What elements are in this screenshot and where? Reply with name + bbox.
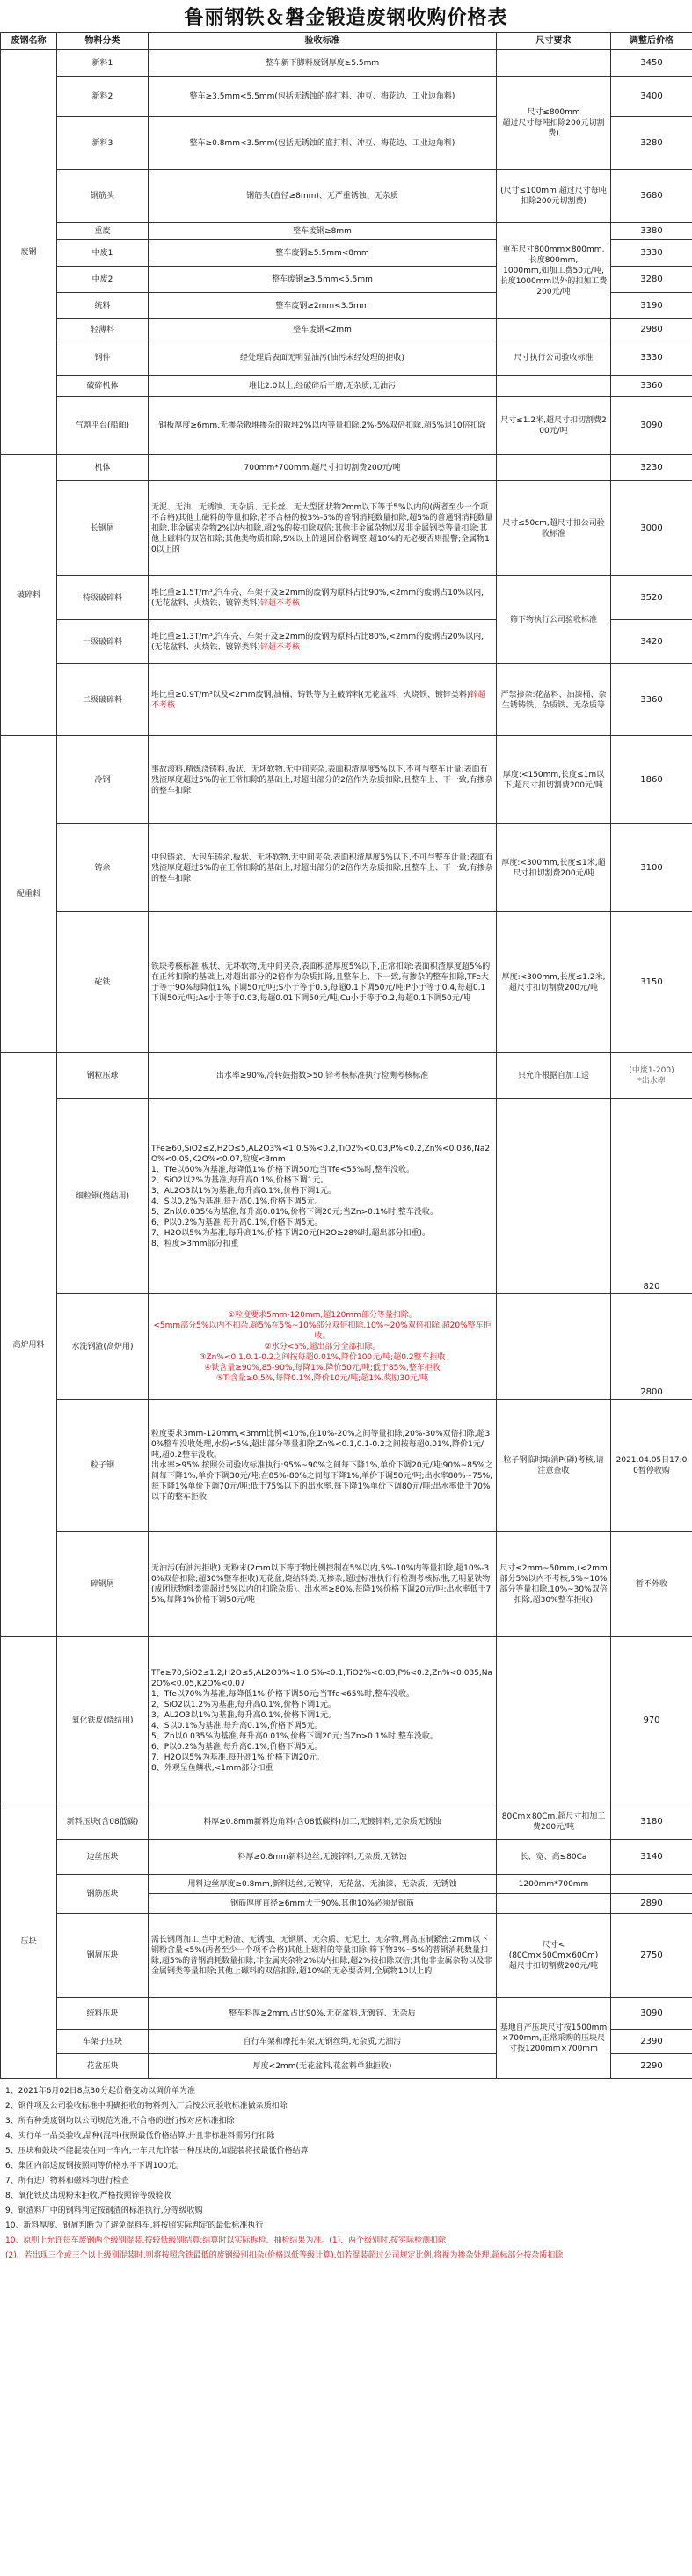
row-price: 3380 [611,223,692,240]
row-category: 重废 [57,223,149,240]
table-row [1,1637,692,1804]
row-category: 铸余 [57,824,149,912]
row-price: 3150 [611,912,692,1053]
row-price: 3330 [611,240,692,267]
row-size: 厚度:<150mm,长度≤1m以下,超尺寸扣切割费200元/吨 [497,736,611,824]
row-category: 统料压块 [57,1998,149,2030]
row-category: 新料压块(含08低碳) [57,1804,149,1840]
row-price: 3100 [611,824,692,912]
group-label-empty [1,1637,57,1804]
row-category: 新料1 [57,50,149,77]
row-size: 尺寸≤800mm 超过尺寸每吨扣除200元切割费) [497,77,611,170]
row-category: 一级破碎料 [57,620,149,664]
row-standard: 无泥、无油、无锈蚀、无杂质、无长丝、无大型团状物2mm以下等于5%以内的(两者至少一个项不合格)其他上磁料的等量扣除;若不合格的按3%-5%的普钢消耗数量扣除,超5%的普通钢消耗数量扣除,非金属夹杂物2%以内扣除,超2%的按扣除双倍;其他非金属杂物以及非金属钢类等量扣除;其他上磁料的双倍扣除;其他类物质扣除,5%以上的退回价格调整,超10%的无必要否则报警;全属物10以上的 [149,481,497,576]
row-price: 1860 [611,736,692,824]
standard-text: 堆比重≥1.5T/m³,汽车壳、车架子及≥2mm的废钢为原料占比90%,<2mm的废钢占10%以内,(无花盆料、火烧铁、镀锌类料) [151,588,484,608]
group-label: 配重料 [1,736,57,1053]
row-size: 尺寸执行公司验收标准 [497,340,611,376]
row-category: 新料3 [57,117,149,170]
note-line: 5、压块和鼓块不能混装在同一车内,一车只允许装一种压块的,如混装将按最低价格结算 [5,2147,309,2155]
table-row [1,1532,692,1637]
row-standard: 钢筋厚度直径≥6mm大于90%,其他10%必须是钢筋 [149,1894,497,1914]
row-standard: ①粒度要求5mm-120mm,超120mm部分等量扣除。 <5mm部分5%以内不扣杂,超5%在5%~10%部分双倍扣除,10%~20%双倍扣除,超20%整车拒收。 ②水分<5%,超出部分全部扣除。 ③Zn%<0.1,0.1-0.2之间按每超0.01%,降价100元/吨;超0.2整车拒收 ④铁含量≥90%,85-90%,每降1%,降价50元/吨;低于85%,整车拒收 ⑤Ti含量≥0.5%,每降0.1%,降价10元/吨;超1%,奖励30元/吨 [149,1294,497,1400]
header-price: 调整后价格 [611,33,692,50]
header-name: 废钢名称 [1,33,57,50]
row-standard: 整车料厚≥2mm,占比90%,无花盆料,无镀锌、无杂质 [149,1998,497,2030]
row-size: 重车尺寸800mm×800mm,长度800mm, 1000mm,如加工费50元/吨,长度1000mm以外的扣加工费200元/吨 [497,223,611,319]
red-note: 锌超不考核 [260,598,301,608]
row-category: 砣铁 [57,912,149,1053]
row-category: 钢筋头 [57,170,149,223]
header-category: 物料分类 [57,33,149,50]
row-category: 特级破碎料 [57,576,149,620]
row-price: 3450 [611,50,692,77]
row-size [497,376,611,397]
row-standard [149,664,497,736]
row-price: 3090 [611,1998,692,2030]
row-standard: 中包铸余、大包车铸余,板状、无坏软物,无中间夹杂,表面积渣厚度5%以下,不可与整车计量:表面有残渣厚度超过5%的在正常扣除的基础上,对超出部分的2倍作为杂质扣除,且整车上、下一致,有掺杂的整车扣除 [149,824,497,912]
note-line: 1、2021年6月02日8点30分起价格变动以调价单为准 [5,2087,195,2096]
group-label: 压块 [1,1804,57,2079]
row-note: 2021.04.05日17:00暂停收购 [611,1400,692,1532]
note-line: 10、新料厚度、钢屑判断为了避免混料车,将按照实际判定的最低标准执行 [5,2221,264,2230]
row-price: 3330 [611,340,692,376]
table-row [1,1804,692,1840]
row-size: 厚度:<300mm,长度≤1.2米,超尺寸扣切割费200元/吨 [497,912,611,1053]
note-line: 9、钢渣料厂中的钢料判定按钢渣的标准执行,分等级收购 [5,2206,203,2215]
note-line: 6、集团内部送废钢按照同等价格水平下调100元。 [5,2162,184,2170]
row-standard: 厚度<2mm(无花盆料,花盆料单独拒收) [149,2054,497,2079]
row-price: 3090 [611,397,692,455]
row-size: 1200mm*700mm [497,1875,611,1894]
row-price: 2980 [611,319,692,340]
group-label: 破碎料 [1,455,57,736]
table-row [1,736,692,824]
row-price [611,1875,692,1894]
row-price: 2390 [611,2030,692,2054]
row-price: 2890 [611,1894,692,1914]
row-standard: 料厚≥0.8mm新料边丝,无镀锌料,无杂质,无锈蚀 [149,1840,497,1875]
row-size: 尺寸< (80Cm×60Cm×60Cm) 超尺寸扣切割费200元/吨 [497,1914,611,1998]
red-note: 锌超不考核 [151,690,486,710]
table-row [1,1053,692,1099]
row-standard: 用料边丝厚度≥0.8mm,新料边丝,无镀锌、无花盆、无油漆、无杂质、无锈蚀 [149,1875,497,1894]
row-category: 粒子钢 [57,1400,149,1532]
table-row [1,455,692,481]
row-price: 3230 [611,455,692,481]
row-category: 边丝压块 [57,1840,149,1875]
row-standard [149,576,497,620]
table-row [1,1294,692,1400]
note-line: 3、所有种类废钢均以公司规范为准,不合格的进行按对应标准扣除 [5,2117,235,2126]
table-row [1,1875,692,1894]
row-category: 中废2 [57,267,149,293]
red-note: 锌超不考核 [260,642,301,652]
row-standard: 铁块考核标准:板状、无坏软物,无中间夹杂,表面积渣厚度5%以下,正常扣除:表面积渣厚度超5%的在正常扣除的基础上,对超出部分的2倍作为杂质扣除,且整车上、下一致,有掺杂的整车扣除,TFe大于等于90%每降低1%,下调50元/吨;S小于等于0.5,每超0.1下调50元/吨;P小于等于0.4,每超0.1下调50元/吨;As小于等于0.03,每超0.01下调50元/吨;Cu小于等于0.2,每超0.1下调50元/吨 [149,912,497,1053]
table-header [1,33,692,50]
row-size: 只允许根据自加工送 [497,1053,611,1099]
row-standard: 整车≥3.5mm<5.5mm(包括无锈蚀的盛打料、冲豆、梅花边、工业边角料) [149,77,497,117]
note-line: 2、钢件项及公司验收标准中明确拒收的物料列入厂后按公司验收标准做杂质扣除 [5,2102,288,2111]
row-category: 碎钢屑 [57,1532,149,1637]
row-standard: 钢筋头(直径≥8mm)、无严重锈蚀、无杂质 [149,170,497,223]
row-standard: 无油污(有油污拒收),无粉末(2mm以下等于物比例控制在5%以内,5%-10%内等量扣除,超10%-30%双倍扣除;超30%整车拒收)无花盆,烧结料类,无掺杂,超过标准执行行检测考核标准,无明显铁物(成团状物料类需超过5%以内的扣除杂质)。出水率≥80%,每降1%价格下调20元/吨;出水率低于75%,每降1%价格下调50元/吨 [149,1532,497,1637]
table-row [1,223,692,240]
row-price: 970 [611,1637,692,1804]
header-size: 尺寸要求 [497,33,611,50]
row-price: 3280 [611,267,692,293]
table-row [1,50,692,77]
table-row [1,664,692,736]
row-standard: 整车废钢≥3.5mm<5.5mm [149,267,497,293]
row-size: 尺寸≤2mm~50mm,(<2mm部分5%以内不考核,5%~10%部分等量扣除,10%~30%双倍扣除,超30%整车拒收) [497,1532,611,1637]
row-standard: 自行车架和摩托车架,无钢丝绳,无杂质,无油污 [149,2030,497,2054]
row-standard: 700mm*700mm,超尺寸扣切割费200元/吨 [149,455,497,481]
row-standard: 料厚≥0.8mm新料边角料(含08低碳料)加工,无镀锌料,无杂质无锈蚀 [149,1804,497,1840]
row-size: 粒子钢临时取消P(磷)考核,请注意查收 [497,1400,611,1532]
note-line-red: 10、原则上允许每车废钢两个级别混装,按较低级别结算;结算时以实际拆检、抽检结果为准。(1)、两个级别时,按实际检测扣除 [5,2236,446,2245]
row-note: 暂不外收 [611,1532,692,1637]
note-line: 8、氧化铁皮出现粉末拒收,严格按照锌等级验收 [5,2192,171,2200]
row-category: 破碎机体 [57,376,149,397]
row-standard: 整车废钢≥5.5mm<8mm [149,240,497,267]
row-size: 严禁掺杂:花盆料、油漆桶、杂生锈铸铁、杂质铁、无杂质等 [497,664,611,736]
row-size [497,1294,611,1400]
row-category: 细粒钢(烧结用) [57,1099,149,1294]
row-category: 冷钢 [57,736,149,824]
standard-text: 堆比重≥0.9T/m³以及<2mm废钢,油桶、铸铁等为主破碎料(无花盆料、火烧铁、镀锌类料) [151,690,470,699]
row-price: 3360 [611,664,692,736]
row-size [497,1894,611,1914]
row-price: 3190 [611,293,692,319]
note-line-red: (2)、若出现三个或三个以上级别混装时,则将按照含铁最低的废钢级别扣杂(价格以低等级计算),如若混装超过公司规定比例,将视为掺杂处理,超标部分按杂质扣除 [5,2251,564,2260]
row-size [497,1637,611,1804]
row-size: 基地自产压块尺寸按1500mm×700mm,正常采购的压块尺寸按1200mm×700mm [497,1998,611,2079]
row-standard: 事故滚料,精炼浇铸料,板状、无坏软物,无中间夹杂,表面积渣厚度5%以下,不可与整车计量:表面有残渣厚度超过5%的在正常扣除的基础上,对超出部分的2倍作为杂质扣除,且整车上、下一致,有掺杂的整车扣除 [149,736,497,824]
table-row [1,576,692,620]
row-standard: TFe≥70,SiO2≤1.2,H2O≤5,AL2O3%<1.0,S%<0.1,TiO2%<0.03,P%<0.2,Zn%<0.035,Na2O%<0.05,K2O%<0.07 1、Tfe以70%为基准,每降低1%,价格下调50元;当Tfe<65%时,整车没收。 2、SiO2以1.2%为基准,每升高0.1%,价格下调1元。 3、AL2O3以1%为基准,每升高0.1%,价格下调1元。 4、S以0.1%为基准,每升高0.1%,价格下调5元。 5、Zn以0.035%为基准,每升高0.01%,价格下调20元;当Zn>0.1%时,整车没收。 6、P以0.2%为基准,每升高0.1%,价格下调5元。 7、H2O以5%为基准,每升高1%,价格下调20元。 8、外观呈鱼鳞状,<1mm部分扣重 [149,1637,497,1804]
footnotes [0,2079,692,2262]
row-price: 3420 [611,620,692,664]
table-row [1,1400,692,1532]
row-price: 820 [611,1099,692,1294]
row-price: 3400 [611,77,692,117]
table-row [1,481,692,576]
row-category: 新料2 [57,77,149,117]
row-standard: 整车废钢<2mm [149,319,497,340]
row-size: 尺寸≤1.2米,超尺寸扣切割费200元/吨 [497,397,611,455]
note-line: 4、实行单一品类验收,品种(混料)按照最低价格结算,并且非标准料需另行扣除 [5,2132,275,2141]
row-standard: 整车废钢≥8mm [149,223,497,240]
page-title: 鲁丽钢铁＆磐金锻造废钢收购价格表 [184,5,508,29]
row-category: 钢屑压块 [57,1914,149,1998]
row-size: 80Cm×80Cm,超尺寸扣加工费200元/吨 [497,1804,611,1840]
row-price: 2750 [611,1914,692,1998]
row-category: 气割平台(船舶) [57,397,149,455]
table-row [1,319,692,340]
table-row [1,912,692,1053]
table-row [1,1914,692,1998]
row-category: 氧化铁皮(烧结用) [57,1637,149,1804]
row-standard: 整车废钢≥2mm<3.5mm [149,293,497,319]
table-row [1,340,692,376]
row-price: 2800 [611,1294,692,1400]
row-price: 3360 [611,376,692,397]
row-size [497,1099,611,1294]
row-size [497,50,611,77]
row-category: 长钢屑 [57,481,149,576]
table-row [1,397,692,455]
row-price: 3140 [611,1840,692,1875]
row-category: 钢件 [57,340,149,376]
row-category: 水洗钢渣(高炉用) [57,1294,149,1400]
row-category: 机体 [57,455,149,481]
row-category: 中废1 [57,240,149,267]
row-category: 钢粒压球 [57,1053,149,1099]
group-label: 高炉用料 [1,1053,57,1637]
standard-text: 堆比重≥1.3T/m³,汽车壳、车架子及≥2mm的废钢为原料占比80%,<2mm的废钢占20%以内,(无花盆料、火烧铁、镀锌类料) [151,632,484,652]
row-price: 3280 [611,117,692,170]
row-standard: 整车≥0.8mm<3.5mm(包括无锈蚀的盛打料、冲豆、梅花边、工业边角料) [149,117,497,170]
row-note: (中废1-200) *出水率 [611,1053,692,1099]
row-category: 车架子压块 [57,2030,149,2054]
table-row [1,824,692,912]
row-price: 3000 [611,481,692,576]
row-standard: 粒度要求3mm-120mm,<3mm比例<10%,在10%-20%之间等量扣除,20%-30%双倍扣除,超30%整车没收处理,水份<5%,超出部分等量扣除,Zn%<0.1,0.1-0.2之间按每超0.01%,降价1元/吨,超0.2整车没收。 出水率≥95%,按照公司验收标准执行:95%~90%之间每下降1%,单价下调20元/吨;90%~85%之间每下降1%,单价下调30元/吨;在85%-80%之间每下降1%,单价下调50元/吨;出水率80%~75%,每下降1%单价下调70元/吨;低于75%以下的出水率,每下降1%单价下调80元/吨;出水率低于70%以下的整车拒收 [149,1400,497,1532]
row-category: 花盆压块 [57,2054,149,2079]
table-row [1,1840,692,1875]
row-category: 轻薄料 [57,319,149,340]
row-size: 筛下物执行公司验收标准 [497,576,611,664]
row-category: 二级破碎料 [57,664,149,736]
price-table [0,32,692,2079]
row-standard: 钢板厚度≥6mm,无掺杂散堆掺杂的散堆2%以内等量扣除,2%-5%双倍扣除,超5%退10倍扣除 [149,397,497,455]
row-standard: 出水率≥90%,冷转鼓指数>50,锌考核标准执行检测考核标准 [149,1053,497,1099]
row-price: 2290 [611,2054,692,2079]
table-row [1,77,692,117]
row-standard: 整车新下脚料废钢厚度≥5.5mm [149,50,497,77]
header-standard: 验收标准 [149,33,497,50]
row-size [497,319,611,340]
group-label: 废钢 [1,50,57,455]
row-price: 3520 [611,576,692,620]
row-category: 统料 [57,293,149,319]
row-size: (尺寸≤100mm 超过尺寸每吨扣除200元切割费) [497,170,611,223]
row-price: 3680 [611,170,692,223]
row-standard: TFe≥60,SiO2≤2,H2O≤5,AL2O3%<1.0,S%<0.2,TiO2%<0.03,P%<0.2,Zn%<0.036,Na2O%<0.05,K2O%<0.07,粒度<3mm 1、Tfe以60%为基准,每降低1%,价格下调50元;当Tfe<55%时,整车没收。 2、SiO2以2%为基准,每升高0.1%,价格下调1元。 3、AL2O3以1%为基准,每升高0.1%,价格下调1元。 4、S以0.2%为基准,每升高0.1%,价格下调5元。 5、Zn以0.035%为基准,每升高0.01%,价格下调20元;当Zn>0.1%时,整车没收。 6、P以0.2%为基准,每升高0.1%,价格下调5元。 7、H2O以5%为基准,每升高1%,价格下调20元(H2O≥28%时,超出部分扣重)。 8、粒度>3mm部分扣重 [149,1099,497,1294]
note-line: 7、所有进厂物料和磁料均进行检查 [5,2177,129,2185]
row-standard [149,620,497,664]
row-standard: 经处理后表面无明显油污(油污未经处理的拒收) [149,340,497,376]
row-size [497,455,611,481]
table-row [1,1998,692,2030]
row-size: 尺寸≤50cm,超尺寸扣公司验收标准 [497,481,611,576]
row-size: 长、宽、高≤80Ca [497,1840,611,1875]
table-row [1,170,692,223]
table-row [1,376,692,397]
row-price: 3180 [611,1804,692,1840]
row-standard: 需长钢屑加工,当中无粉渣、无锈蚀、无钢屑、无杂质、无泥土、无杂物,屑高压制紧密:2mm以下钢粉含量<5%(两者至少一个项不合格)其他上磁料的等量扣除;筛下物3%~5%的普钢消耗数量扣除,超5%的普钢消耗数量扣除,非金属夹杂物2%以内扣除,超2%按扣除双倍;其他非金属杂物以及非金属钢类等量扣除;其他上磁料的双倍扣除,超10%的无必要否则,全属物10以上的 [149,1914,497,1998]
table-row [1,1099,692,1294]
row-standard: 堆比2.0以上,经破碎后干磨,无杂质,无油污 [149,376,497,397]
row-size: 厚度:<300mm,长度≤1米,超尺寸扣切割费200元/吨 [497,824,611,912]
row-category: 钢筋压块 [57,1875,149,1914]
